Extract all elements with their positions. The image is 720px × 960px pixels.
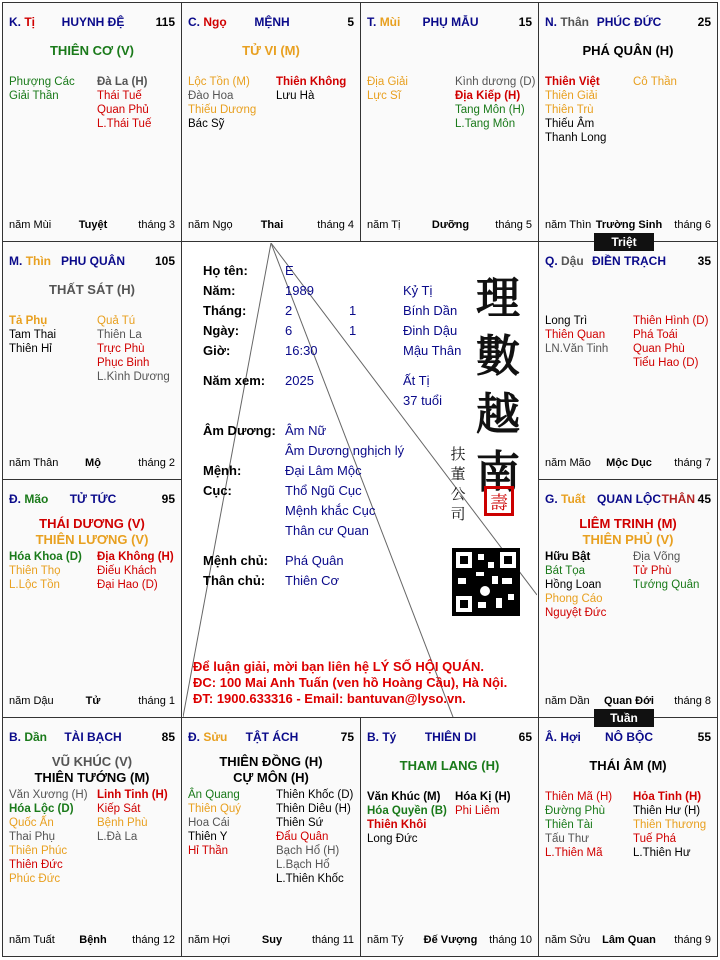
minor-star: Lộc Tồn (M) xyxy=(188,76,250,88)
cell-footer xyxy=(367,219,534,233)
minor-star: Lực Sĩ xyxy=(367,90,401,102)
minor-star: Hóa Kị (H) xyxy=(455,791,511,803)
main-star: LIÊM TRINH (M) xyxy=(579,516,677,531)
triet-tag: Triệt xyxy=(594,233,654,251)
left-stars xyxy=(9,550,91,592)
left-stars xyxy=(545,75,627,145)
minor-star: Nguyệt Đức xyxy=(545,607,607,619)
cell-header xyxy=(367,15,534,31)
minor-star: Đại Hao (D) xyxy=(97,579,158,591)
branch-name: Tuất xyxy=(561,492,586,506)
branch-can: G. xyxy=(545,492,558,506)
right-stars xyxy=(633,550,715,592)
minor-star: Bát Tọa xyxy=(545,565,586,577)
branch-name: Dần xyxy=(24,730,48,744)
minor-star: Thiên Việt xyxy=(545,76,600,88)
year-label: năm Sửu xyxy=(545,934,591,946)
value: Đại Lâm Mộc xyxy=(285,463,362,478)
cell-footer xyxy=(9,457,177,471)
year-label: năm Tị xyxy=(367,219,401,231)
minor-star: Quan Phủ xyxy=(97,104,149,116)
minor-star: Tử Phù xyxy=(633,565,672,577)
left-stars xyxy=(545,550,627,620)
minor-star: L.Thiên Hư xyxy=(633,847,691,859)
branch-name: Mùi xyxy=(379,15,401,29)
cell-footer xyxy=(9,695,177,709)
palace-name: QUAN LỘC xyxy=(597,492,661,506)
minor-star: Đà La (H) xyxy=(97,76,148,88)
month-label: tháng 2 xyxy=(138,457,175,469)
minor-star: Thiên Hư (H) xyxy=(633,805,701,817)
cell-header xyxy=(9,15,177,31)
label: Âm Dương: xyxy=(203,423,276,438)
value: Thiên Cơ xyxy=(285,573,340,588)
life-stage: Thai xyxy=(260,219,284,231)
life-stage: Lâm Quan xyxy=(602,934,656,946)
palace-number: 35 xyxy=(697,254,711,268)
value: 16:30 xyxy=(285,343,318,358)
minor-star: Hồng Loan xyxy=(545,579,602,591)
value-can: Đinh Dậu xyxy=(403,323,458,338)
month-label: tháng 5 xyxy=(495,219,532,231)
minor-star: Phong Cáo xyxy=(545,593,603,605)
branch-can: N. xyxy=(545,15,557,29)
minor-star: Hỉ Thần xyxy=(188,845,229,857)
main-star: THÁI DƯƠNG (V) xyxy=(39,516,145,531)
label: Mệnh chủ: xyxy=(203,553,268,568)
palace-name: PHỤ MẪU xyxy=(422,15,479,29)
calligraphy-small: 扶董公司 xyxy=(450,445,466,523)
cell-footer xyxy=(188,219,356,233)
year-label: năm Dậu xyxy=(9,695,54,707)
value: 2 xyxy=(285,303,293,318)
cell-footer xyxy=(545,457,713,471)
value: 1989 xyxy=(285,283,314,298)
minor-star: L.Đà La xyxy=(97,831,138,843)
calligraphy-char: 理 xyxy=(476,273,520,324)
palace-cell-dan[interactable] xyxy=(2,717,182,957)
minor-star: LN.Văn Tinh xyxy=(545,343,609,355)
branch-name: Thân xyxy=(560,15,590,29)
minor-star: Trực Phù xyxy=(97,343,145,355)
left-stars xyxy=(367,75,449,103)
minor-star: Tang Môn (H) xyxy=(455,104,525,116)
minor-star: Đẩu Quân xyxy=(276,831,329,843)
minor-star: Ân Quang xyxy=(188,789,240,801)
left-stars xyxy=(545,314,627,356)
minor-star: Linh Tinh (H) xyxy=(97,789,168,801)
life-stage: Trường Sinh xyxy=(595,219,663,231)
value: Mệnh khắc Cục xyxy=(285,503,376,518)
minor-star: Thiên Khốc (D) xyxy=(276,789,354,801)
minor-star: Thanh Long xyxy=(545,132,607,144)
palace-name: THIÊN DI xyxy=(424,730,477,744)
branch-name: Mão xyxy=(24,492,49,506)
minor-star: Địa Kiếp (H) xyxy=(455,90,521,102)
calligraphy-char: 數 xyxy=(476,331,520,382)
palace-number: 85 xyxy=(161,730,175,744)
month-label: tháng 7 xyxy=(674,457,711,469)
palace-name: PHÚC ĐỨC xyxy=(596,15,662,29)
minor-star: Thiên Thọ xyxy=(9,565,61,577)
month-label: tháng 6 xyxy=(674,219,711,231)
calligraphy-logo xyxy=(468,270,528,502)
palace-number: 5 xyxy=(347,15,354,29)
minor-star: Bệnh Phù xyxy=(97,817,148,829)
palace-number: 95 xyxy=(161,492,175,506)
cell-footer xyxy=(367,934,534,948)
minor-star: Lưu Hà xyxy=(276,90,315,102)
cell-footer xyxy=(545,695,713,709)
cell-footer xyxy=(9,934,177,948)
minor-star: Long Trì xyxy=(545,315,588,327)
minor-star: Bạch Hổ (H) xyxy=(276,845,340,857)
label: Cục: xyxy=(203,483,232,498)
palace-number: 55 xyxy=(697,730,711,744)
year-label: năm Dần xyxy=(545,695,590,707)
tuan-tag: Tuần xyxy=(594,709,654,727)
life-stage: Dưỡng xyxy=(431,219,470,231)
minor-star: Hóa Khoa (D) xyxy=(9,551,82,563)
year-label: năm Mão xyxy=(545,457,591,469)
left-stars xyxy=(188,788,270,858)
right-stars xyxy=(633,790,715,860)
palace-cell-ty[interactable] xyxy=(360,717,539,957)
value: 6 xyxy=(285,323,293,338)
minor-star: Thiên Hình (D) xyxy=(633,315,709,327)
year-label: năm Thìn xyxy=(545,219,592,231)
minor-star: Thiên Tài xyxy=(545,819,593,831)
right-stars xyxy=(97,788,179,844)
branch-can: C. xyxy=(188,15,200,29)
main-star: THÁI ÂM (M) xyxy=(589,758,667,773)
left-stars xyxy=(9,75,91,103)
minor-star: Thiên Mã (H) xyxy=(545,791,613,803)
right-stars xyxy=(455,790,537,818)
left-stars xyxy=(367,790,449,846)
contact-line-2: ĐC: 100 Mai Anh Tuấn (ven hồ Hoàng Cầu), Hà Nội. xyxy=(193,675,508,690)
minor-star: Tướng Quân xyxy=(633,579,700,591)
minor-star: L.Tang Môn xyxy=(455,118,516,130)
year-label: năm Thân xyxy=(9,457,59,469)
minor-star: Đường Phù xyxy=(545,805,605,817)
branch-can: Â. xyxy=(545,730,557,744)
minor-star: Văn Xương (H) xyxy=(9,789,88,801)
value-can: Mậu Thân xyxy=(403,343,462,358)
value: Thân cư Quan xyxy=(285,523,369,538)
main-star: VŨ KHÚC (V) xyxy=(51,754,133,769)
cell-header xyxy=(9,730,177,746)
cell-header xyxy=(545,492,713,508)
palace-number: 105 xyxy=(154,254,175,268)
minor-star: Địa Võng xyxy=(633,551,681,563)
minor-star: Thiên La xyxy=(97,329,142,341)
month-label: tháng 11 xyxy=(311,934,354,946)
minor-star: L.Thiên Mã xyxy=(545,847,603,859)
life-stage: Tử xyxy=(85,695,101,707)
minor-star: Kình dương (D) xyxy=(455,76,536,88)
than-marker: THÂN xyxy=(661,492,695,506)
year-label: năm Mùi xyxy=(9,219,52,231)
palace-name: NÔ BỘC xyxy=(605,730,653,744)
palace-number: 75 xyxy=(340,730,354,744)
red-seal: 壽 xyxy=(484,486,514,516)
minor-star: Địa Không (H) xyxy=(97,551,174,563)
label: Giờ: xyxy=(203,343,231,358)
minor-star: Phục Binh xyxy=(97,357,150,369)
minor-star: Thiên Quan xyxy=(545,329,606,341)
right-stars xyxy=(97,550,179,592)
month-label: tháng 10 xyxy=(489,934,532,946)
minor-star: Thiên Không xyxy=(276,76,347,88)
branch-can: K. xyxy=(9,15,21,29)
palace-cell-suu[interactable] xyxy=(181,717,361,957)
minor-star: Thiên Phúc xyxy=(9,845,68,857)
minor-star: Thiếu Dương xyxy=(188,104,257,116)
main-star: THIÊN TƯỚNG (M) xyxy=(34,770,150,785)
minor-star: Tam Thai xyxy=(9,329,57,341)
palace-name: TẬT ÁCH xyxy=(245,730,299,744)
minor-star: Thiên Khôi xyxy=(367,819,427,831)
minor-star: Thiên Sứ xyxy=(276,817,324,829)
palace-name: PHU QUÂN xyxy=(60,254,125,268)
minor-star: Phượng Các xyxy=(9,76,75,88)
branch-can: B. xyxy=(367,730,379,744)
label: Mệnh: xyxy=(203,463,242,478)
branch-name: Tý xyxy=(382,730,397,744)
minor-star: Quốc Ấn xyxy=(9,817,54,829)
palace-name: TÀI BẠCH xyxy=(64,730,122,744)
contact-line-1: Để luận giải, mời bạn liên hệ LÝ SỐ HỘI QUÁN. xyxy=(193,659,484,674)
minor-star: Hỏa Tinh (H) xyxy=(633,791,702,803)
life-stage: Tuyệt xyxy=(78,219,108,231)
minor-star: Tấu Thư xyxy=(545,833,589,845)
palace-number: 115 xyxy=(155,15,175,29)
minor-star: Thiên Thương xyxy=(633,819,707,831)
main-star: CỰ MÔN (H) xyxy=(233,770,309,785)
cell-header xyxy=(188,15,356,31)
life-stage: Bệnh xyxy=(79,934,107,946)
value-can: Bính Dần xyxy=(403,303,458,318)
branch-can: B. xyxy=(9,730,21,744)
palace-cell-thin[interactable] xyxy=(2,241,182,480)
palace-name: HUYNH ĐỆ xyxy=(61,15,125,29)
minor-star: Cô Thần xyxy=(633,76,677,88)
label: Tháng: xyxy=(203,303,247,318)
value-flag: 1 xyxy=(349,323,357,338)
branch-name: Sửu xyxy=(203,730,228,744)
right-stars xyxy=(633,314,715,370)
palace-cell-hoi[interactable] xyxy=(538,717,718,957)
label: Năm: xyxy=(203,283,236,298)
value-age: 37 tuổi xyxy=(403,393,443,408)
calligraphy-char: 南 xyxy=(476,447,520,498)
right-stars xyxy=(97,75,179,131)
minor-star: Phi Liêm xyxy=(455,805,500,817)
minor-star: Thiếu Âm xyxy=(545,118,595,130)
minor-star: Văn Khúc (M) xyxy=(367,791,441,803)
minor-star: Hữu Bật xyxy=(545,551,591,563)
branch-name: Hợi xyxy=(560,730,581,744)
branch-can: M. xyxy=(9,254,23,268)
life-stage: Đế Vượng xyxy=(423,934,478,946)
minor-star: Hóa Quyền (B) xyxy=(367,805,447,817)
minor-star: Long Đức xyxy=(367,833,418,845)
main-star: THẤT SÁT (H) xyxy=(49,282,135,297)
main-star: TỬ VI (M) xyxy=(242,43,300,58)
cell-header xyxy=(367,730,534,746)
branch-can: T. xyxy=(367,15,377,29)
palace-number: 65 xyxy=(518,730,532,744)
minor-star: Bác Sỹ xyxy=(188,118,225,130)
cell-header xyxy=(188,730,356,746)
palace-number: 15 xyxy=(518,15,532,29)
minor-star: Thiên Quý xyxy=(188,803,242,815)
cell-header xyxy=(9,254,177,270)
minor-star: L.Bạch Hổ xyxy=(276,859,330,871)
minor-star: L.Kình Dương xyxy=(97,371,170,383)
main-star: THIÊN PHỦ (V) xyxy=(582,532,674,547)
month-label: tháng 9 xyxy=(674,934,711,946)
palace-name: MỆNH xyxy=(254,15,290,29)
contact-line-3: ĐT: 1900.633316 - Email: bantuvan@lyso.vn. xyxy=(193,691,466,706)
value: Âm Nữ xyxy=(285,423,327,438)
palace-cell-tuat[interactable] xyxy=(538,479,718,718)
life-stage: Quan Đới xyxy=(604,695,654,707)
minor-star: Điếu Khách xyxy=(97,565,157,577)
minor-star: Thiên Trù xyxy=(545,104,594,116)
branch-can: Q. xyxy=(545,254,558,268)
minor-star: Thiên Y xyxy=(188,831,228,843)
minor-star: Kiếp Sát xyxy=(97,803,141,815)
right-stars xyxy=(633,75,715,89)
value-can: Kỷ Tị xyxy=(403,283,433,298)
value-can: Ất Tị xyxy=(403,373,430,388)
branch-name: Ngọ xyxy=(203,15,227,29)
life-stage: Mộc Dục xyxy=(606,457,652,469)
cell-footer xyxy=(188,934,356,948)
minor-star: Thiên Hỉ xyxy=(9,343,52,355)
year-label: năm Hợi xyxy=(188,934,231,946)
minor-star: Hoa Cái xyxy=(188,817,230,829)
month-label: tháng 8 xyxy=(674,695,711,707)
life-stage: Mộ xyxy=(85,457,101,469)
palace-number: 25 xyxy=(697,15,711,29)
right-stars xyxy=(276,75,358,103)
label: Thân chủ: xyxy=(203,573,266,588)
branch-can: Đ. xyxy=(9,492,21,506)
minor-star: Phúc Đức xyxy=(9,873,61,885)
label: Họ tên: xyxy=(203,263,248,278)
left-stars xyxy=(188,75,270,131)
calligraphy-char: 越 xyxy=(476,389,520,440)
minor-star: Thiên Giải xyxy=(545,90,598,102)
month-label: tháng 1 xyxy=(138,695,175,707)
main-star: THIÊN ĐỒNG (H) xyxy=(219,754,323,769)
palace-cell-ngo[interactable] xyxy=(181,2,361,242)
label: Ngày: xyxy=(203,323,240,338)
cell-header xyxy=(9,492,177,508)
month-label: tháng 4 xyxy=(317,219,354,231)
minor-star: Quan Phù xyxy=(633,343,685,355)
main-star: THIÊN LƯƠNG (V) xyxy=(35,532,149,547)
right-stars xyxy=(97,314,179,384)
minor-star: Tiểu Hao (D) xyxy=(633,357,699,369)
minor-star: Tả Phụ xyxy=(9,315,48,327)
qr-code[interactable] xyxy=(452,548,520,616)
year-label: năm Tuất xyxy=(9,934,55,946)
palace-cell-mao[interactable] xyxy=(2,479,182,718)
value-flag: 1 xyxy=(349,303,357,318)
left-stars xyxy=(545,790,627,860)
palace-cell-than[interactable] xyxy=(538,2,718,242)
contact-block xyxy=(193,659,533,707)
cell-header xyxy=(545,730,713,746)
year-label: năm Tý xyxy=(367,934,404,946)
value: Thổ Ngũ Cục xyxy=(285,483,362,498)
minor-star: Thái Tuế xyxy=(97,90,142,102)
minor-star: Địa Giải xyxy=(367,76,408,88)
minor-star: Đào Hoa xyxy=(188,90,234,102)
palace-number: 45 xyxy=(697,492,711,506)
value: Phá Quân xyxy=(285,553,344,568)
minor-star: Tuế Phá xyxy=(633,833,677,845)
palace-cell-ti[interactable] xyxy=(2,2,182,242)
left-stars xyxy=(9,788,91,886)
branch-can: Đ. xyxy=(188,730,200,744)
value: 2025 xyxy=(285,373,314,388)
month-label: tháng 12 xyxy=(132,934,175,946)
value: Âm Dương nghịch lý xyxy=(285,443,405,458)
minor-star: Giải Thần xyxy=(9,90,59,102)
minor-star: Hóa Lộc (D) xyxy=(9,803,74,815)
minor-star: Quả Tú xyxy=(97,315,136,327)
minor-star: L.Lộc Tồn xyxy=(9,579,60,591)
life-stage: Suy xyxy=(261,934,283,946)
cell-footer xyxy=(9,219,177,233)
palace-cell-mui[interactable] xyxy=(360,2,539,242)
palace-name: TỬ TỨC xyxy=(69,492,117,506)
minor-star: Thai Phụ xyxy=(9,831,56,843)
palace-cell-dau[interactable] xyxy=(538,241,718,480)
year-label: năm Ngọ xyxy=(188,219,233,231)
cell-header xyxy=(545,254,713,270)
main-star: PHÁ QUÂN (H) xyxy=(582,43,674,58)
main-star: THIÊN CƠ (V) xyxy=(49,43,135,58)
left-stars xyxy=(9,314,91,356)
cell-footer xyxy=(545,934,713,948)
cell-footer xyxy=(545,219,713,233)
month-label: tháng 3 xyxy=(138,219,175,231)
minor-star: L.Thái Tuế xyxy=(97,118,152,130)
minor-star: L.Thiên Khốc xyxy=(276,873,344,885)
minor-star: Thiên Diêu (H) xyxy=(276,803,351,815)
branch-name: Thìn xyxy=(25,254,52,268)
right-stars xyxy=(276,788,358,886)
value: E xyxy=(285,263,294,278)
right-stars xyxy=(455,75,537,131)
cell-header xyxy=(545,15,713,31)
branch-name: Tị xyxy=(24,15,36,29)
label: Năm xem: xyxy=(203,373,266,388)
minor-star: Phá Toái xyxy=(633,329,678,341)
palace-name: ĐIỀN TRẠCH xyxy=(592,254,666,268)
main-star: THAM LANG (H) xyxy=(399,758,500,773)
branch-name: Dậu xyxy=(561,254,584,268)
minor-star: Thiên Đức xyxy=(9,859,63,871)
